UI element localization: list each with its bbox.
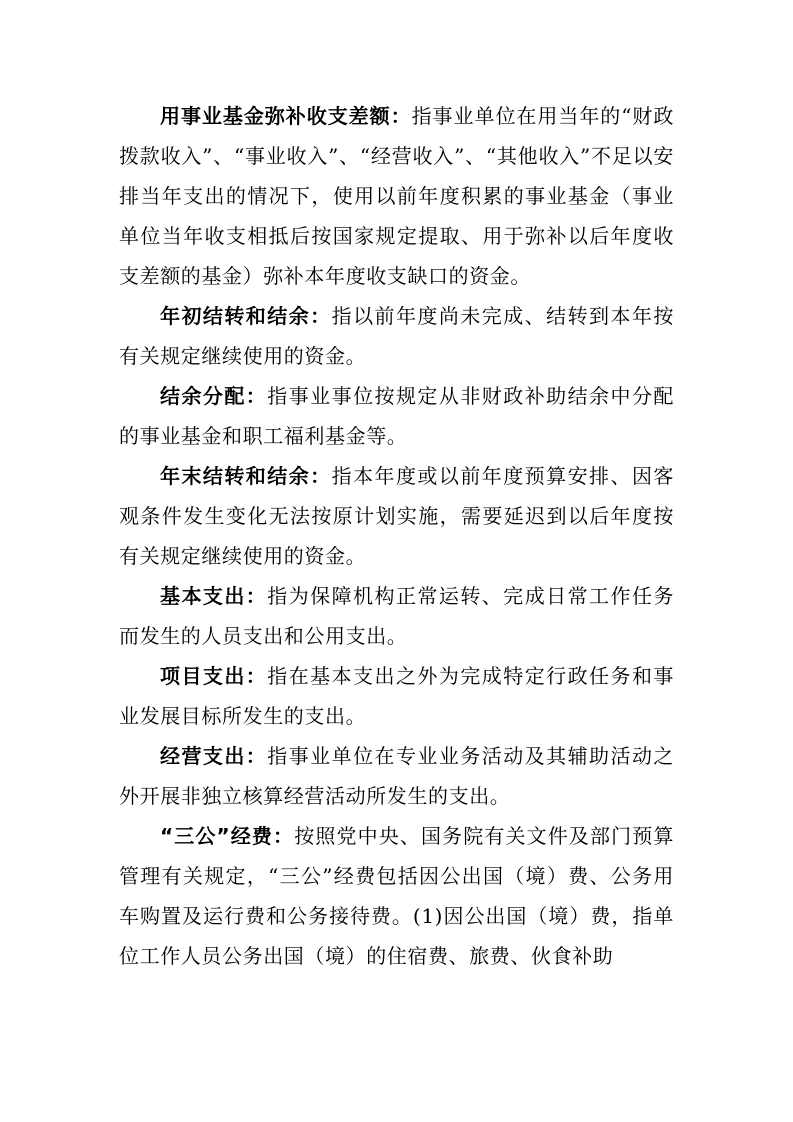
term-definition: 指事业单位在专业业务活动及其辅助活动之外开展非独立核算经营活动所发生的支出。 — [119, 744, 674, 808]
paragraph-closing-carryover — [119, 456, 674, 576]
term-definition: 指事业单位在用当年的“财政拨款收入”、“事业收入”、“经营收入”、“其他收入”不足以安排当年支出的情况下，使用以前年度积累的事业基金（事业单位当年收支相抵后按国家规定提取、用于弥补以后年度收支差额的基金）弥补本年度收支缺口的资金。 — [119, 104, 675, 288]
paragraph-project-expenditure — [119, 656, 674, 736]
term-definition: 指以前年度尚未完成、结转到本年按有关规定继续使用的资金。 — [119, 304, 674, 368]
paragraph-operating-expenditure — [119, 736, 674, 816]
term-heading: “三公”经费： — [160, 824, 295, 848]
paragraph-fund-deficit — [119, 96, 674, 296]
term-definition: 指本年度或以前年度预算安排、因客观条件发生变化无法按原计划实施，需要延迟到以后年度按有关规定继续使用的资金。 — [119, 464, 674, 568]
term-definition: 按照党中央、国务院有关文件及部门预算管理有关规定，“三公”经费包括因公出国（境）费、公务用车购置及运行费和公务接待费。(1)因公出国（境）费，指单位工作人员公务出国（境）的住宿费、旅费、伙食补助 — [119, 824, 674, 968]
term-heading: 经营支出： — [160, 744, 268, 768]
term-heading: 用事业基金弥补收支差额： — [160, 104, 412, 128]
term-heading: 年初结转和结余： — [160, 304, 332, 328]
paragraph-three-public-expenses — [119, 816, 674, 976]
document-page — [119, 96, 674, 976]
term-heading: 结余分配： — [160, 384, 268, 408]
term-definition: 指事业事位按规定从非财政补助结余中分配的事业基金和职工福利基金等。 — [119, 384, 674, 448]
paragraph-surplus-distribution — [119, 376, 674, 456]
paragraph-opening-carryover — [119, 296, 674, 376]
term-definition: 指为保障机构正常运转、完成日常工作任务而发生的人员支出和公用支出。 — [119, 584, 674, 648]
term-heading: 基本支出： — [160, 584, 268, 608]
term-heading: 年末结转和结余： — [160, 464, 332, 488]
term-definition: 指在基本支出之外为完成特定行政任务和事业发展目标所发生的支出。 — [119, 664, 674, 728]
paragraph-basic-expenditure — [119, 576, 674, 656]
term-heading: 项目支出： — [160, 664, 268, 688]
